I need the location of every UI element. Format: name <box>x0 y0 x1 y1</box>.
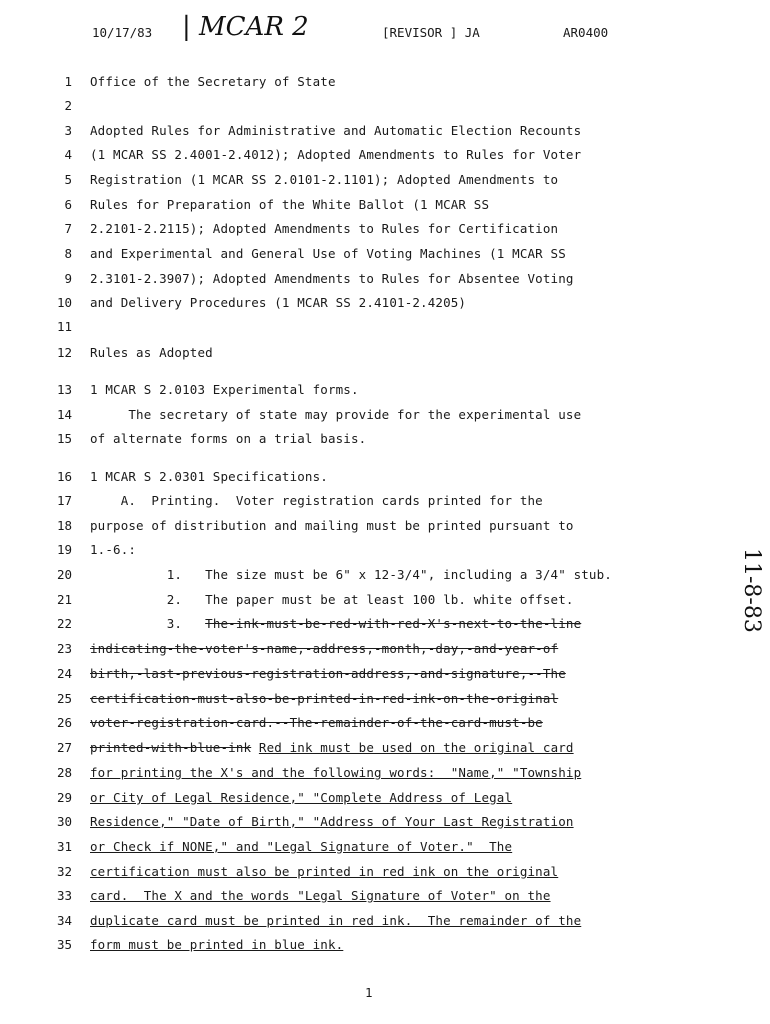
text-segment: 2. The paper must be at least 100 lb. white offset. <box>90 592 574 607</box>
document-line <box>0 665 770 683</box>
text-segment: 1 MCAR S 2.0103 Experimental forms. <box>90 382 359 397</box>
text-segment: 2.3101-2.3907); Adopted Amendments to Rules for Absentee Voting <box>90 271 574 286</box>
line-text <box>90 936 343 954</box>
line-text <box>90 468 328 486</box>
inserted-text: for printing the X's and the following words: "Name," "Township <box>90 765 582 780</box>
document-line <box>0 381 770 399</box>
document-line <box>0 591 770 609</box>
line-number: 5 <box>64 172 72 187</box>
text-segment: 3. <box>90 616 206 631</box>
document-line <box>0 566 770 584</box>
line-number: 18 <box>56 518 72 533</box>
line-number: 30 <box>56 814 72 829</box>
line-text <box>90 220 558 238</box>
deleted-text: voter-registration-card.--The-remainder-of-the-card-must-be <box>90 715 543 730</box>
line-number: 3 <box>64 123 72 138</box>
inserted-text: or Check if NONE," and "Legal Signature of Voter." The <box>90 839 513 854</box>
document-line <box>0 318 770 336</box>
inserted-text: Residence," "Date of Birth," "Address of Your Last Registration <box>90 814 574 829</box>
line-text <box>90 517 574 535</box>
deleted-text: printed-with-blue-ink <box>90 740 252 755</box>
line-number: 26 <box>56 715 72 730</box>
line-text <box>90 764 581 782</box>
line-text <box>90 344 213 362</box>
line-number: 12 <box>56 345 72 360</box>
line-number: 7 <box>64 221 72 236</box>
text-segment: 1.-6.: <box>90 542 137 557</box>
margin-handwritten-date: 11-8-83 <box>739 547 764 633</box>
line-text <box>90 146 581 164</box>
header-date: 10/17/83 <box>92 25 153 40</box>
line-number: 28 <box>56 765 72 780</box>
text-segment: of alternate forms on a trial basis. <box>90 431 367 446</box>
line-number: 32 <box>56 864 72 879</box>
line-number: 33 <box>56 888 72 903</box>
line-number: 35 <box>56 937 72 952</box>
inserted-text: certification must also be printed in red ink on the original <box>90 864 559 879</box>
text-segment: Registration (1 MCAR SS 2.0101-2.1101); Adopted Amendments to <box>90 172 559 187</box>
line-text <box>90 591 574 609</box>
document-line <box>0 406 770 424</box>
line-number: 21 <box>56 592 72 607</box>
line-number: 17 <box>56 493 72 508</box>
document-line <box>0 690 770 708</box>
document-line <box>0 615 770 633</box>
line-text <box>90 245 566 263</box>
line-text <box>90 813 574 831</box>
document-line <box>0 73 770 91</box>
document-line <box>0 517 770 535</box>
document-line <box>0 714 770 732</box>
line-number: 19 <box>56 542 72 557</box>
deleted-text: certification-must-also-be-printed-in-red-ink-on-the-original <box>90 691 559 706</box>
line-number: 8 <box>64 246 72 261</box>
line-number: 10 <box>56 295 72 310</box>
line-number: 24 <box>56 666 72 681</box>
document-line <box>0 739 770 757</box>
line-number: 6 <box>64 197 72 212</box>
text-segment <box>251 740 259 755</box>
document-line <box>0 430 770 448</box>
line-text <box>90 541 136 559</box>
document-line <box>0 468 770 486</box>
line-number: 16 <box>56 469 72 484</box>
text-segment: 1. The size must be 6" x 12-3/4", including a 3/4" stub. <box>90 567 612 582</box>
line-text <box>90 492 543 510</box>
line-text <box>90 615 581 633</box>
line-text <box>90 665 566 683</box>
document-line <box>0 492 770 510</box>
line-text <box>90 887 551 905</box>
text-segment: 1 MCAR S 2.0301 Specifications. <box>90 469 328 484</box>
line-text <box>90 640 558 658</box>
line-text <box>90 912 581 930</box>
line-text <box>90 381 359 399</box>
document-line <box>0 344 770 362</box>
document-line <box>0 122 770 140</box>
text-segment: Adopted Rules for Administrative and Automatic Election Recounts <box>90 123 582 138</box>
line-text <box>90 789 512 807</box>
document-line <box>0 146 770 164</box>
inserted-text: or City of Legal Residence," "Complete Address of Legal <box>90 790 513 805</box>
document-line <box>0 887 770 905</box>
line-number: 9 <box>64 271 72 286</box>
line-number: 22 <box>56 616 72 631</box>
page-number: 1 <box>365 985 373 1000</box>
handwritten-mcar-mark: | MCAR 2 <box>182 12 309 42</box>
line-text <box>90 294 466 312</box>
inserted-text: Red ink must be used on the original card <box>258 740 574 755</box>
line-text <box>90 171 558 189</box>
document-line <box>0 912 770 930</box>
text-segment: and Experimental and General Use of Voting Machines (1 MCAR SS <box>90 246 566 261</box>
line-number: 1 <box>64 74 72 89</box>
line-text <box>90 406 581 424</box>
document-line <box>0 294 770 312</box>
line-text <box>90 122 581 140</box>
line-text <box>90 430 366 448</box>
document-line <box>0 838 770 856</box>
line-number: 29 <box>56 790 72 805</box>
text-segment: purpose of distribution and mailing must be printed pursuant to <box>90 518 574 533</box>
line-number: 31 <box>56 839 72 854</box>
text-segment: Rules for Preparation of the White Ballot (1 MCAR SS <box>90 197 490 212</box>
text-segment: (1 MCAR SS 2.4001-2.4012); Adopted Amendments to Rules for Voter <box>90 147 582 162</box>
document-line <box>0 936 770 954</box>
document-line <box>0 863 770 881</box>
line-number: 14 <box>56 407 72 422</box>
deleted-text: birth,-last-previous-registration-address,-and-signature,--The <box>90 666 566 681</box>
text-segment: Office of the Secretary of State <box>90 74 336 89</box>
line-text <box>90 270 574 288</box>
line-number: 23 <box>56 641 72 656</box>
document-line <box>0 171 770 189</box>
line-number: 27 <box>56 740 72 755</box>
line-number: 34 <box>56 913 72 928</box>
inserted-text: card. The X and the words "Legal Signature of Voter" on the <box>90 888 551 903</box>
line-number: 20 <box>56 567 72 582</box>
document-line <box>0 220 770 238</box>
document-line <box>0 196 770 214</box>
document-line <box>0 764 770 782</box>
document-line <box>0 541 770 559</box>
inserted-text: form must be printed in blue ink. <box>90 937 344 952</box>
text-segment: The secretary of state may provide for the experimental use <box>90 407 582 422</box>
text-segment: A. Printing. Voter registration cards printed for the <box>90 493 543 508</box>
document-line <box>0 97 770 115</box>
header-doc-id: AR0400 <box>563 25 609 40</box>
line-number: 2 <box>64 98 72 113</box>
line-text <box>90 690 558 708</box>
line-number: 25 <box>56 691 72 706</box>
document-line <box>0 640 770 658</box>
deleted-text: indicating-the-voter's-name,-address,-month,-day,-and-year-of <box>90 641 559 656</box>
line-text <box>90 739 574 757</box>
line-text <box>90 863 558 881</box>
text-segment: and Delivery Procedures (1 MCAR SS 2.4101-2.4205) <box>90 295 467 310</box>
inserted-text: duplicate card must be printed in red ink. The remainder of the <box>90 913 582 928</box>
line-text <box>90 196 489 214</box>
text-segment: 2.2101-2.2115); Adopted Amendments to Rules for Certification <box>90 221 559 236</box>
text-segment: Rules as Adopted <box>90 345 213 360</box>
line-text <box>90 838 512 856</box>
document-line <box>0 789 770 807</box>
line-text <box>90 73 336 91</box>
deleted-text: The-ink-must-be-red-with-red-X's-next-to-the-line <box>205 616 582 631</box>
line-number: 15 <box>56 431 72 446</box>
header-revisor: [REVISOR ] JA <box>382 25 480 40</box>
document-line <box>0 813 770 831</box>
line-number: 4 <box>64 147 72 162</box>
document-line <box>0 270 770 288</box>
line-number: 13 <box>56 382 72 397</box>
line-number: 11 <box>56 319 72 334</box>
document-line <box>0 245 770 263</box>
line-text <box>90 714 543 732</box>
line-text <box>90 566 612 584</box>
